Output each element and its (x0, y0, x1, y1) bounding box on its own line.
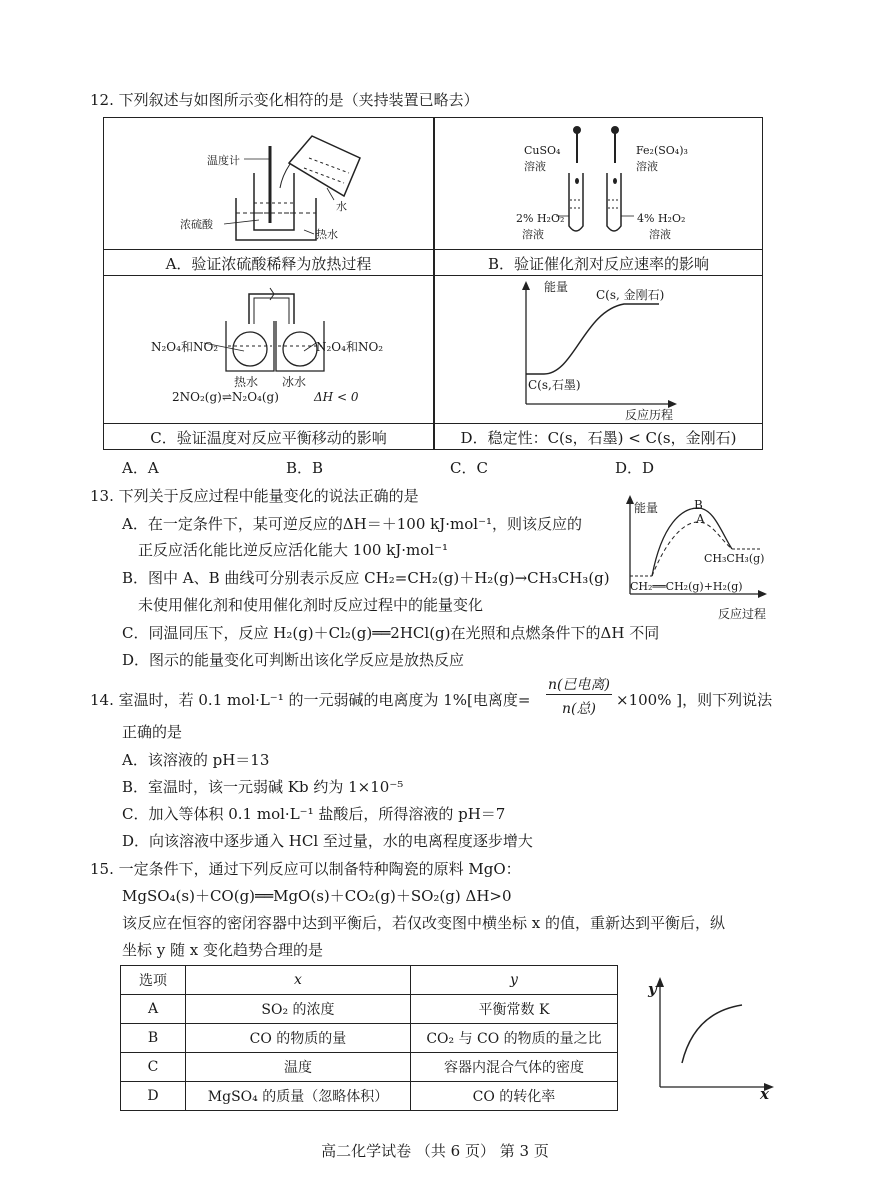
q14-fraction-numerator: n(已电离) (548, 677, 610, 693)
table-cell: A (121, 995, 186, 1024)
q13-option-a-line2: 正反应活化能比逆反应活化能大 100 kJ·mol⁻¹ (138, 541, 449, 559)
q13-figure-xlabel: 反应过程 (718, 607, 767, 621)
label-n2o4-no2-left: N₂O₄和NO₂ (151, 340, 219, 354)
q15-table (120, 965, 618, 1111)
label-h2o2-4pct-solution: 溶液 (649, 228, 671, 241)
q14-stem-line2: 正确的是 (122, 723, 183, 741)
q14-stem-pre: 14. 室温时，若 0.1 mol·L⁻¹ 的一元弱碱的电离度为 1%[电离度= (90, 691, 531, 709)
q14-option-a: A．该溶液的 pH＝13 (122, 751, 270, 769)
table-row (121, 1024, 618, 1053)
q15-trend-graph (650, 975, 780, 1100)
table-cell: CO₂ 与 CO 的物质的量之比 (411, 1024, 618, 1053)
q12-caption-a: A．验证浓硫酸稀释为放热过程 (165, 255, 372, 273)
label-diamond: C(s, 金刚石) (596, 288, 665, 302)
q14-fraction-denominator: n(总) (562, 701, 596, 717)
label-water: 水 (336, 200, 347, 213)
q12-caption-d: D．稳定性：C(s，石墨) < C(s，金刚石) (460, 429, 737, 447)
q12-caption-b: B．验证催化剂对反应速率的影响 (487, 255, 710, 273)
label-ice-water: 冰水 (282, 375, 307, 389)
table-cell: CO 的物质的量 (186, 1024, 411, 1053)
table-header-option: 选项 (121, 966, 186, 995)
label-delta-h: ΔH < 0 (314, 390, 359, 404)
q15-line4: 坐标 y 随 x 变化趋势合理的是 (122, 941, 324, 959)
q13-option-d: D．图示的能量变化可判断出该化学反应是放热反应 (122, 651, 465, 669)
q15-graph-xlabel: x (760, 1085, 769, 1103)
q12-option-d: D．D (615, 459, 655, 477)
q14-option-b: B．室温时，该一元弱碱 Kb 约为 1×10⁻⁵ (122, 778, 404, 796)
q12-option-b: B．B (286, 459, 324, 477)
label-graphite: C(s,石墨) (528, 378, 581, 392)
q14-fraction-bar (546, 694, 612, 695)
label-thermometer: 温度计 (207, 154, 240, 167)
label-fe2so43-solution: 溶液 (636, 160, 658, 173)
q12-option-a: A．A (122, 459, 159, 477)
table-row (121, 995, 618, 1024)
label-conc-h2so4: 浓硫酸 (180, 218, 213, 231)
label-equilibrium: 2NO₂(g)⇌N₂O₄(g) (172, 390, 279, 404)
q12-stem: 12. 下列叙述与如图所示变化相符的是（夹持装置已略去） (90, 91, 479, 109)
q14-option-d: D．向该溶液中逐步通入 HCl 至过量，水的电离程度逐步增大 (122, 832, 533, 850)
q13-option-a-line1: A．在一定条件下，某可逆反应的ΔH＝＋100 kJ·mol⁻¹，则该反应的 (122, 515, 582, 533)
q12-a-drawing (104, 118, 433, 249)
table-cell: C (121, 1053, 186, 1082)
q13-figure-ylabel: 能量 (634, 501, 659, 515)
table-row (121, 1082, 618, 1111)
label-h2o2-2pct-solution: 溶液 (522, 228, 544, 241)
table-cell: 平衡常数 K (411, 995, 618, 1024)
label-hot-water-c: 热水 (234, 375, 259, 389)
label-n2o4-no2-right: N₂O₄和NO₂ (316, 340, 384, 354)
q12-caption-c: C．验证温度对反应平衡移动的影响 (150, 429, 387, 447)
q13-option-b-line2: 未使用催化剂和使用催化剂时反应过程中的能量变化 (138, 596, 484, 614)
q15-graph-ylabel: y (648, 980, 657, 998)
q14-stem-post: ×100% ]，则下列说法 (616, 691, 773, 709)
table-cell: MgSO₄ 的质量（忽略体积） (186, 1082, 411, 1111)
q13-figure-curve-b: B (694, 498, 703, 512)
q13-figure-product: CH₃CH₃(g) (704, 552, 765, 565)
q13-option-b-line1: B．图中 A、B 曲线可分别表示反应 CH₂=CH₂(g)＋H₂(g)→CH₃CH₃(g) (122, 569, 610, 587)
table-cell: D (121, 1082, 186, 1111)
q15-stem: 15. 一定条件下，通过下列反应可以制备特种陶瓷的原料 MgO： (90, 860, 521, 878)
table-cell: CO 的转化率 (411, 1082, 618, 1111)
label-h2o2-4pct: 4% H₂O₂ (637, 212, 686, 225)
q13-figure-reactant: CH₂══CH₂(g)+H₂(g) (630, 580, 743, 593)
label-reaction-progress-d: 反应历程 (625, 408, 674, 422)
table-cell: SO₂ 的浓度 (186, 995, 411, 1024)
label-fe2so43: Fe₂(SO₄)₃ (636, 144, 688, 157)
q13-stem: 13. 下列关于反应过程中能量变化的说法正确的是 (90, 487, 419, 505)
label-h2o2-2pct: 2% H₂O₂ (516, 212, 565, 225)
page-footer: 高二化学试卷 （共 6 页） 第 3 页 (321, 1142, 549, 1160)
table-row (121, 1053, 618, 1082)
q12-option-c: C．C (450, 459, 488, 477)
q13-option-c: C．同温同压下，反应 H₂(g)＋Cl₂(g)══2HCl(g)在光照和点燃条件下的ΔH 不同 (122, 624, 660, 642)
q15-equation: MgSO₄(s)＋CO(g)══MgO(s)＋CO₂(g)＋SO₂(g) ΔH>0 (122, 887, 512, 905)
q14-option-c: C．加入等体积 0.1 mol·L⁻¹ 盐酸后，所得溶液的 pH＝7 (122, 805, 506, 823)
q15-line3: 该反应在恒容的密闭容器中达到平衡后，若仅改变图中横坐标 x 的值，重新达到平衡后，纵 (122, 914, 725, 932)
table-header-y: y (411, 966, 618, 995)
label-cuso4: CuSO₄ (524, 144, 561, 157)
label-cuso4-solution: 溶液 (524, 160, 546, 173)
q13-figure-curve-a: A (696, 512, 705, 526)
table-header-row (121, 966, 618, 995)
q12-b-drawing (434, 118, 763, 249)
q12-figure-grid (103, 117, 763, 450)
table-header-x: x (186, 966, 411, 995)
table-cell: 容器内混合气体的密度 (411, 1053, 618, 1082)
table-cell: B (121, 1024, 186, 1053)
table-cell: 温度 (186, 1053, 411, 1082)
label-energy-d: 能量 (544, 280, 569, 294)
label-hot-water: 热水 (316, 228, 338, 241)
